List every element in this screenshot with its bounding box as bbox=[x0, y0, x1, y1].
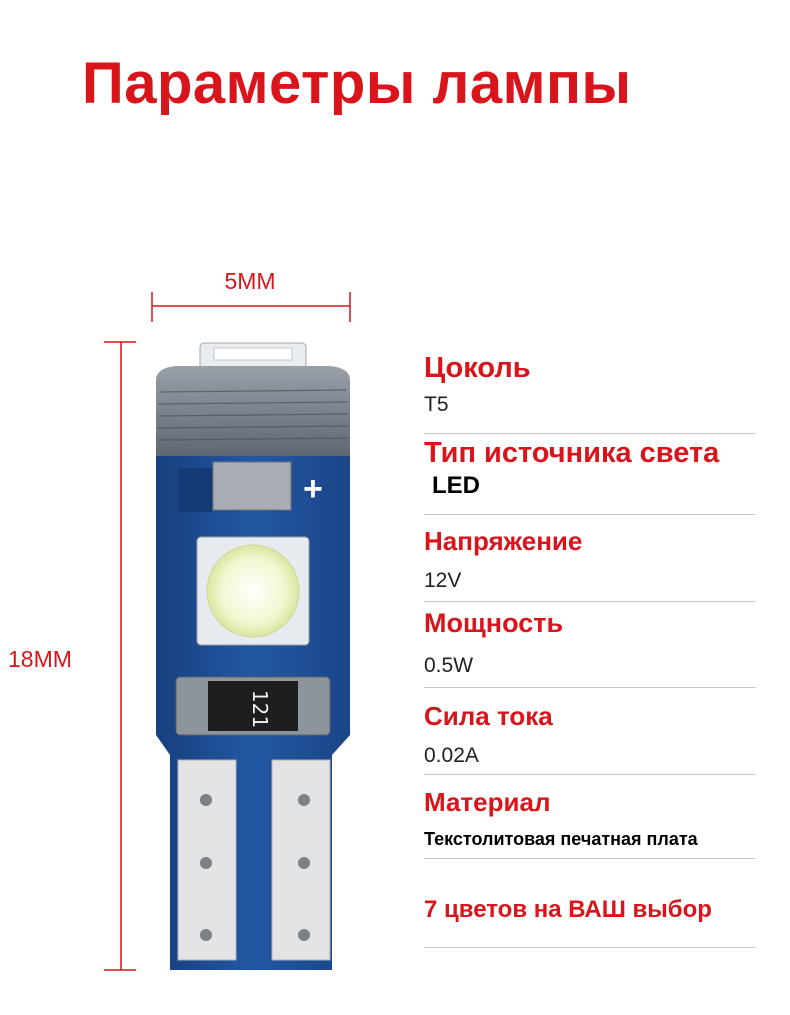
spec-value: T5 bbox=[424, 393, 449, 416]
spec-row-colors-note bbox=[424, 896, 756, 948]
spec-value: 0.5W bbox=[424, 654, 474, 677]
colors-note: 7 цветов на ВАШ выбор bbox=[424, 896, 712, 923]
spec-label: Материал bbox=[424, 787, 551, 817]
spec-label: Сила тока bbox=[424, 701, 553, 731]
width-dimension-label: 5MM bbox=[224, 268, 276, 294]
spec-row-base bbox=[424, 352, 756, 434]
spec-row-material bbox=[424, 787, 756, 859]
height-dimension-label: 18MM bbox=[8, 646, 72, 672]
spec-value: Текстолитовая печатная плата bbox=[424, 829, 698, 849]
chip-marking: 121 bbox=[248, 689, 272, 729]
spec-row-current bbox=[424, 701, 756, 775]
spec-label: Тип источника света bbox=[424, 437, 720, 469]
spec-row-power bbox=[424, 608, 756, 688]
spec-value: 12V bbox=[424, 569, 462, 592]
spec-label: Мощность bbox=[424, 608, 564, 638]
spec-label: Цоколь bbox=[424, 352, 531, 384]
plus-polarity-icon: + bbox=[303, 470, 323, 508]
page-title: Параметры лампы bbox=[82, 51, 632, 116]
spec-value: LED bbox=[432, 472, 480, 499]
spec-row-voltage bbox=[424, 526, 756, 602]
spec-value: 0.02A bbox=[424, 744, 479, 767]
spec-row-light-source bbox=[424, 437, 756, 515]
spec-label: Напряжение bbox=[424, 526, 583, 556]
